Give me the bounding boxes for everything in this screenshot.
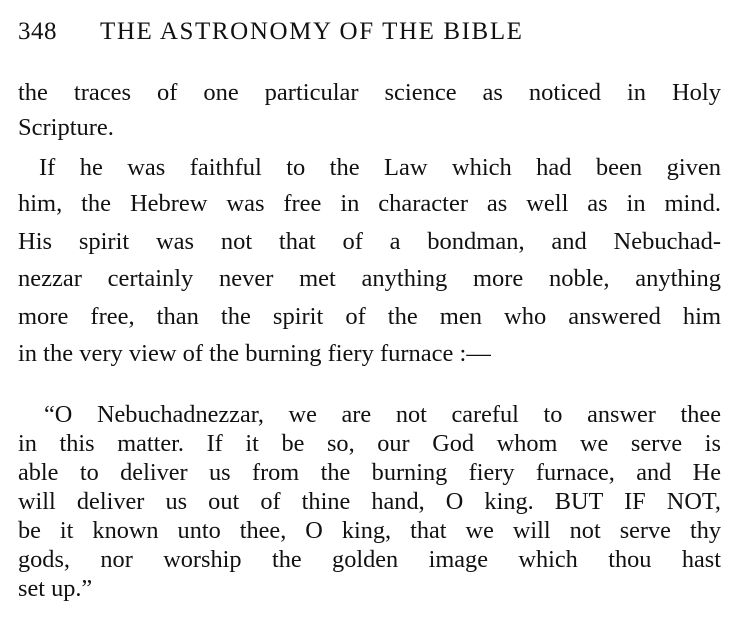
page-number: 348	[18, 18, 57, 45]
quote-line: be it known unto thee, O king, that we will not serve thy	[18, 517, 721, 544]
quote-line: gods, nor worship the golden image which thou hast	[18, 546, 721, 573]
quote-line: “O Nebuchadnezzar, we are not careful to answer thee	[44, 401, 721, 428]
text-line: If he was faithful to the Law which had been given	[39, 154, 721, 181]
quote-line: in this matter. If it be so, our God whom we serve is	[18, 430, 721, 457]
page-header	[18, 14, 728, 50]
text-line: more free, than the spirit of the men who answered him	[18, 303, 721, 330]
text-line: him, the Hebrew was free in character as well as in mind.	[18, 190, 721, 217]
text-line: Scripture.	[18, 114, 114, 141]
text-line: nezzar certainly never met anything more noble, anything	[18, 265, 721, 292]
quote-line: set up.”	[18, 575, 93, 602]
quote-line: able to deliver us from the burning fiery furnace, and He	[18, 459, 721, 486]
text-line: the traces of one particular science as noticed in Holy	[18, 79, 721, 106]
running-head: THE ASTRONOMY OF THE BIBLE	[100, 18, 524, 45]
text-line: in the very view of the burning fiery furnace :—	[18, 340, 491, 367]
text-line: His spirit was not that of a bondman, and Nebuchad-	[18, 228, 721, 255]
quote-line: will deliver us out of thine hand, O king. BUT IF NOT,	[18, 488, 721, 515]
